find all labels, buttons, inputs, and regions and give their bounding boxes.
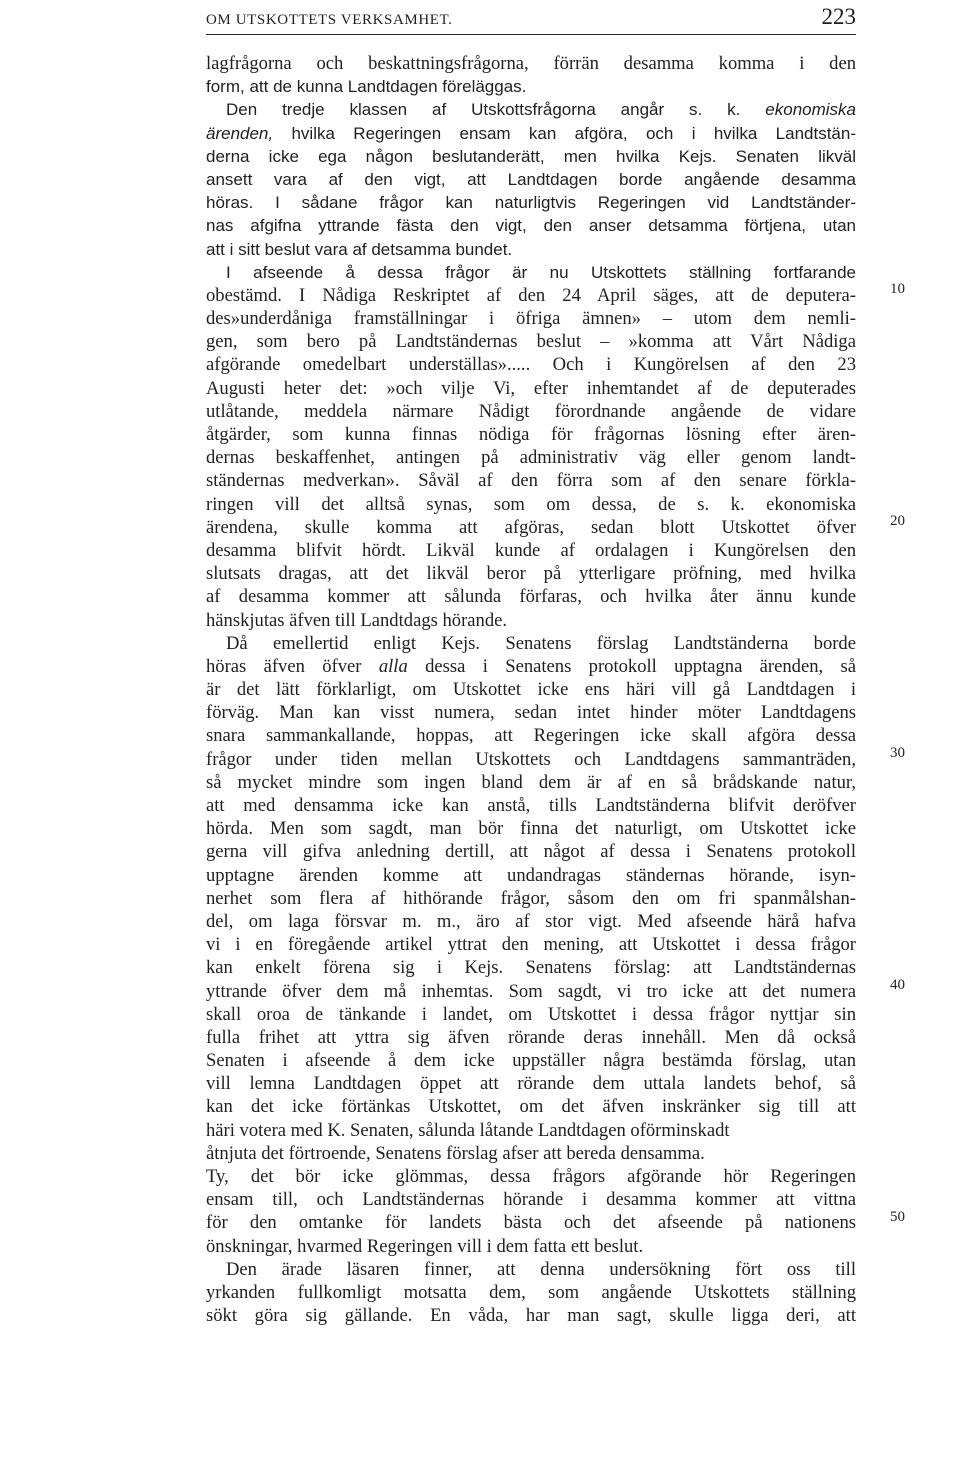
text-line	[206, 1165, 856, 1188]
running-head: OM UTSKOTTETS VERKSAMHET.	[206, 12, 453, 28]
text-line	[206, 400, 856, 423]
text-line	[206, 701, 856, 724]
text-segment: att i sitt beslut vara af detsamma bundet.	[206, 239, 513, 259]
text-segment: lagfrågorna och beskattningsfrågorna, förrän desamma komma i den	[206, 53, 856, 74]
text-line	[206, 910, 856, 933]
text-line	[206, 1142, 856, 1165]
text-line	[206, 562, 856, 585]
text-line	[206, 353, 856, 376]
text-line	[206, 887, 856, 910]
text-line	[206, 956, 856, 979]
text-segment: Augusti heter det: »och vilje Vi, efter inhemtandet af de deputerades	[206, 377, 856, 399]
text-segment: obestämd. I Nådiga Reskriptet af den 24 April säges, att de deputera-	[206, 284, 856, 306]
text-line	[206, 284, 856, 307]
text-segment: förväg. Man kan visst numera, sedan intet hinder möter Landtdagens	[206, 702, 856, 724]
text-line	[206, 493, 856, 516]
line-number: 20	[890, 513, 905, 529]
text-segment: ständernas medverkan». Såväl af den förra som af den senare förkla-	[206, 470, 856, 492]
text-segment: dernas beskaffenhet, antingen på administrativ väg eller genom landt-	[206, 447, 856, 469]
text-line	[206, 1049, 856, 1072]
text-line	[206, 678, 856, 701]
text-line	[206, 1026, 856, 1049]
text-segment: hörda. Men som sagdt, man bör finna det naturligt, om Utskottet icke	[206, 818, 856, 840]
text-segment: Då emellertid enligt Kejs. Senatens förslag Landtständerna borde	[226, 632, 856, 654]
italic-text: ekonomiska	[765, 100, 856, 120]
text-segment: Den ärade läsaren finner, att denna undersökning fört oss till	[226, 1258, 856, 1280]
text-segment: vi i en föregående artikel yttrat den mening, att Utskottet i dessa frågor	[206, 934, 856, 956]
text-line	[206, 539, 856, 562]
text-line	[206, 469, 856, 492]
text-line	[206, 75, 856, 98]
text-line	[206, 817, 856, 840]
text-line	[206, 1235, 856, 1258]
header-rule	[206, 34, 856, 35]
text-segment: nerhet som flera af hithörande frågor, såsom den om fri spanmålshan-	[206, 887, 856, 909]
text-line	[206, 238, 856, 261]
text-line	[206, 1003, 856, 1026]
body-text	[206, 52, 856, 1327]
text-segment: ansett vara af den vigt, att Landtdagen borde angående desamma	[206, 169, 856, 189]
line-number: 10	[890, 281, 905, 297]
text-segment: frågor under tiden mellan Utskottets och Landtdagens sammanträden,	[206, 748, 856, 770]
text-segment: sökt göra sig gällande. En våda, har man sagt, skulle ligga deri, att	[206, 1305, 856, 1327]
text-segment: slutsats dragas, att det likväl beror på ytterligare pröfning, med hvilka	[206, 563, 856, 585]
text-line	[206, 516, 856, 539]
text-segment: gerna vill gifva anledning dertill, att något af dessa i Senatens protokoll	[206, 841, 856, 863]
text-line	[206, 423, 856, 446]
text-line	[206, 446, 856, 469]
text-line	[206, 794, 856, 817]
text-segment: Ty, det bör icke glömmas, dessa frågors afgörande hör Regeringen	[206, 1166, 856, 1187]
text-segment: desamma blifvit hördt. Likväl kunde af ordalagen i Kungörelsen den	[206, 539, 856, 561]
text-line	[206, 933, 856, 956]
text-line	[206, 609, 856, 632]
text-segment: kan enkelt förena sig i Kejs. Senatens förslag: att Landtständernas	[206, 957, 856, 979]
text-line	[206, 748, 856, 771]
text-segment: kan det icke förtänkas Utskottet, om det äfven inskränker sig till att	[206, 1096, 856, 1118]
text-line	[206, 655, 856, 678]
text-line	[206, 632, 856, 655]
text-segment: hänskjutas äfven till Landtdags hörande.	[206, 609, 508, 631]
text-segment: snara sammankallande, hoppas, att Regeringen icke skall afgöra dessa	[206, 725, 856, 747]
text-line	[206, 1258, 856, 1281]
line-number: 50	[890, 1209, 905, 1225]
text-segment: hvilka Regeringen ensam kan afgöra, och i hvilka Landtstän-	[273, 123, 856, 143]
text-segment: af desamma kommer att sålunda förfaras, och hvilka åter ännu kunde	[206, 586, 856, 608]
page-number: 223	[821, 4, 856, 29]
text-segment: I afseende å dessa frågor är nu Utskottets ställning fortfarande	[226, 262, 856, 282]
line-number: 40	[890, 977, 905, 993]
text-segment: dessa i Senatens protokoll upptagna ärenden, så	[407, 655, 856, 677]
text-segment: häri votera med K. Senaten, sålunda låtande Landtdagen oförminskadt	[206, 1119, 730, 1141]
text-segment: vill lemna Landtdagen öppet att rörande dem uttala landets behof, så	[206, 1073, 856, 1095]
text-line	[206, 980, 856, 1003]
italic-text: ärenden,	[206, 123, 274, 143]
text-line	[206, 1281, 856, 1304]
text-line	[206, 214, 856, 237]
text-segment: åtnjuta det förtroende, Senatens förslag afser att bereda densamma.	[206, 1142, 705, 1164]
text-line	[206, 585, 856, 608]
text-segment: ensam till, och Landtständernas hörande i desamma kommer att vittna	[206, 1189, 856, 1211]
text-segment: des»underdåniga framställningar i öfriga ämnen» – utom dem nemli-	[206, 308, 856, 330]
text-line	[206, 1211, 856, 1234]
text-line	[206, 261, 856, 284]
text-line	[206, 52, 856, 75]
page-header	[206, 4, 856, 36]
text-segment: upptagne ärenden komme att undandragas ständernas hörande, isyn-	[206, 864, 856, 886]
line-number: 30	[890, 745, 905, 761]
text-segment: så mycket mindre som ingen bland dem är af en så brådskande natur,	[206, 771, 856, 793]
text-segment: utlåtande, meddela närmare Nådigt förordnande angående de vidare	[206, 400, 856, 422]
text-segment: att med densamma icke kan anstå, tills Landtständerna blifvit deröfver	[206, 795, 856, 816]
text-segment: för den omtanke för landets bästa och det afseende på nationens	[206, 1212, 856, 1234]
text-line	[206, 1095, 856, 1118]
text-segment: gen, som bero på Landtständernas beslut – »komma att Vårt Nådiga	[206, 331, 856, 353]
text-line	[206, 330, 856, 353]
text-line	[206, 307, 856, 330]
text-segment: derna icke ega någon beslutanderätt, men hvilka Kejs. Senaten likväl	[206, 146, 856, 166]
text-line	[206, 771, 856, 794]
text-segment: åtgärder, som kunna finnas nödiga för frågornas lösning efter ären-	[206, 424, 856, 445]
text-line	[206, 840, 856, 863]
text-segment: Senaten i afseende å dem icke uppställer några bestämda förslag, utan	[206, 1050, 856, 1072]
text-segment: fulla frihet att yttra sig äfven rörande deras innehåll. Men då också	[206, 1026, 856, 1048]
text-segment: nas afgifna yttrande fästa den vigt, den anser detsamma förtjena, utan	[206, 216, 856, 236]
text-segment: önskningar, hvarmed Regeringen vill i dem fatta ett beslut.	[206, 1235, 644, 1257]
text-segment: ringen vill det alltså synas, som om dessa, de s. k. ekonomiska	[206, 493, 856, 515]
text-line	[206, 1188, 856, 1211]
text-line	[206, 191, 856, 214]
italic-text: alla	[378, 655, 408, 677]
text-segment: höras äfven öfver	[206, 655, 379, 677]
text-segment: är det lätt förklarligt, om Utskottet icke ens häri vill gå Landtdagen i	[206, 679, 856, 701]
text-segment: yrkanden fullkomligt motsatta dem, som angående Utskottets ställning	[206, 1281, 856, 1303]
text-line	[206, 377, 856, 400]
text-line	[206, 145, 856, 168]
text-line	[206, 1119, 856, 1142]
text-segment: afgörande omedelbart underställas»..... Och i Kungörelsen af den 23	[206, 354, 856, 376]
text-line	[206, 98, 856, 121]
text-line	[206, 724, 856, 747]
text-segment: yttrande öfver dem må inhemtas. Som sagdt, vi tro icke att det numera	[206, 980, 856, 1002]
text-segment: skall oroa de tänkande i landet, om Utskottet i dessa frågor nyttjar sin	[206, 1003, 856, 1025]
text-segment: form, att de kunna Landtdagen föreläggas.	[206, 77, 527, 97]
text-segment: Den tredje klassen af Utskottsfrågorna angår s. k.	[226, 100, 766, 120]
text-line	[206, 168, 856, 191]
text-segment: del, om laga försvar m. m., äro af stor vigt. Med afseende härå hafva	[206, 910, 856, 932]
text-segment: ärendena, skulle komma att afgöras, sedan blott Utskottet öfver	[206, 516, 856, 538]
text-line	[206, 122, 856, 145]
text-line	[206, 864, 856, 887]
text-line	[206, 1304, 856, 1327]
text-line	[206, 1072, 856, 1095]
text-segment: höras. I sådane frågor kan naturligtvis Regeringen vid Landtständer-	[206, 193, 856, 213]
